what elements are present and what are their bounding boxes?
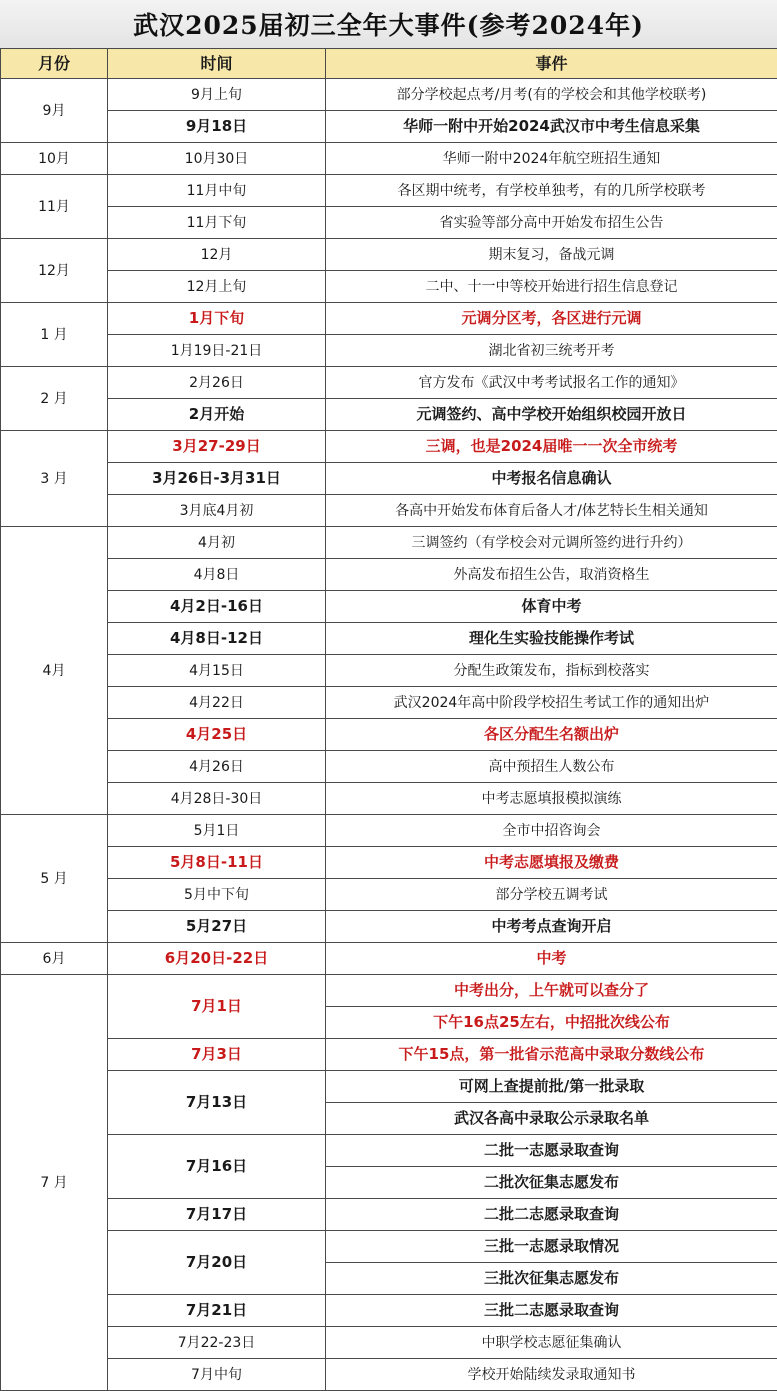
event-cell: 高中预招生人数公布 bbox=[326, 751, 777, 783]
time-cell: 3月27-29日 bbox=[108, 431, 326, 463]
time-cell: 4月8日 bbox=[108, 559, 326, 591]
month-cell: 6月 bbox=[1, 943, 108, 975]
event-cell: 二批次征集志愿发布 bbox=[326, 1167, 777, 1199]
time-cell: 5月1日 bbox=[108, 815, 326, 847]
event-cell: 元调分区考，各区进行元调 bbox=[326, 303, 777, 335]
table-row bbox=[1, 1295, 777, 1327]
table-row bbox=[1, 911, 777, 943]
month-cell: 2 月 bbox=[1, 367, 108, 431]
table-row bbox=[1, 623, 777, 655]
event-cell: 武汉各高中录取公示录取名单 bbox=[326, 1103, 777, 1135]
event-cell: 各区分配生名额出炉 bbox=[326, 719, 777, 751]
event-cell: 中考 bbox=[326, 943, 777, 975]
time-cell: 9月上旬 bbox=[108, 79, 326, 111]
event-cell: 华师一附中开始2024武汉市中考生信息采集 bbox=[326, 111, 777, 143]
table-row bbox=[1, 239, 777, 271]
time-cell: 7月17日 bbox=[108, 1199, 326, 1231]
time-cell: 11月中旬 bbox=[108, 175, 326, 207]
table-row bbox=[1, 79, 777, 111]
table-row bbox=[1, 527, 777, 559]
time-cell: 12月 bbox=[108, 239, 326, 271]
table-row bbox=[1, 111, 777, 143]
event-cell: 下午15点，第一批省示范高中录取分数线公布 bbox=[326, 1039, 777, 1071]
time-cell: 7月21日 bbox=[108, 1295, 326, 1327]
month-cell: 7 月 bbox=[1, 975, 108, 1391]
event-cell: 华师一附中2024年航空班招生通知 bbox=[326, 143, 777, 175]
event-cell: 全市中招咨询会 bbox=[326, 815, 777, 847]
time-cell: 2月26日 bbox=[108, 367, 326, 399]
header-row bbox=[1, 49, 777, 79]
month-cell: 1 月 bbox=[1, 303, 108, 367]
table-row bbox=[1, 463, 777, 495]
time-cell: 5月27日 bbox=[108, 911, 326, 943]
event-cell: 武汉2024年高中阶段学校招生考试工作的通知出炉 bbox=[326, 687, 777, 719]
table-row bbox=[1, 591, 777, 623]
time-cell: 3月底4月初 bbox=[108, 495, 326, 527]
time-cell: 7月3日 bbox=[108, 1039, 326, 1071]
time-cell: 11月下旬 bbox=[108, 207, 326, 239]
table-row bbox=[1, 271, 777, 303]
event-cell: 二中、十一中等校开始进行招生信息登记 bbox=[326, 271, 777, 303]
table-row bbox=[1, 943, 777, 975]
table-row bbox=[1, 1327, 777, 1359]
time-cell: 1月19日-21日 bbox=[108, 335, 326, 367]
table-row bbox=[1, 1231, 777, 1263]
event-cell: 中考志愿填报模拟演练 bbox=[326, 783, 777, 815]
event-cell: 三批次征集志愿发布 bbox=[326, 1263, 777, 1295]
table-row bbox=[1, 399, 777, 431]
time-cell: 4月15日 bbox=[108, 655, 326, 687]
event-cell: 三批一志愿录取情况 bbox=[326, 1231, 777, 1263]
table-row bbox=[1, 143, 777, 175]
event-cell: 部分学校起点考/月考(有的学校会和其他学校联考) bbox=[326, 79, 777, 111]
event-cell: 下午16点25左右，中招批次线公布 bbox=[326, 1007, 777, 1039]
time-cell: 4月22日 bbox=[108, 687, 326, 719]
time-cell: 12月上旬 bbox=[108, 271, 326, 303]
time-cell: 7月1日 bbox=[108, 975, 326, 1039]
table-row bbox=[1, 1071, 777, 1103]
event-cell: 省实验等部分高中开始发布招生公告 bbox=[326, 207, 777, 239]
time-cell: 7月13日 bbox=[108, 1071, 326, 1135]
event-cell: 中考考点查询开启 bbox=[326, 911, 777, 943]
event-cell: 体育中考 bbox=[326, 591, 777, 623]
time-cell: 7月20日 bbox=[108, 1231, 326, 1295]
event-cell: 中考报名信息确认 bbox=[326, 463, 777, 495]
table-row bbox=[1, 431, 777, 463]
table-row bbox=[1, 751, 777, 783]
time-cell: 7月中旬 bbox=[108, 1359, 326, 1391]
event-cell: 各高中开始发布体育后备人才/体艺特长生相关通知 bbox=[326, 495, 777, 527]
table-row bbox=[1, 303, 777, 335]
table-row bbox=[1, 879, 777, 911]
time-cell: 2月开始 bbox=[108, 399, 326, 431]
event-cell: 中考志愿填报及缴费 bbox=[326, 847, 777, 879]
month-cell: 5 月 bbox=[1, 815, 108, 943]
table-row bbox=[1, 975, 777, 1007]
table-row bbox=[1, 495, 777, 527]
month-cell: 3 月 bbox=[1, 431, 108, 527]
events-body bbox=[1, 79, 777, 1391]
table-row bbox=[1, 847, 777, 879]
time-cell: 5月8日-11日 bbox=[108, 847, 326, 879]
table-row bbox=[1, 1359, 777, 1391]
event-cell: 中职学校志愿征集确认 bbox=[326, 1327, 777, 1359]
table-row bbox=[1, 1135, 777, 1167]
event-cell: 三调，也是2024届唯一一次全市统考 bbox=[326, 431, 777, 463]
month-cell: 10月 bbox=[1, 143, 108, 175]
time-cell: 7月16日 bbox=[108, 1135, 326, 1199]
table-row bbox=[1, 1039, 777, 1071]
time-cell: 6月20日-22日 bbox=[108, 943, 326, 975]
month-cell: 11月 bbox=[1, 175, 108, 239]
event-cell: 可网上查提前批/第一批录取 bbox=[326, 1071, 777, 1103]
month-cell: 4月 bbox=[1, 527, 108, 815]
event-cell: 官方发布《武汉中考考试报名工作的通知》 bbox=[326, 367, 777, 399]
event-cell: 学校开始陆续发录取通知书 bbox=[326, 1359, 777, 1391]
table-row bbox=[1, 815, 777, 847]
time-cell: 10月30日 bbox=[108, 143, 326, 175]
event-cell: 分配生政策发布，指标到校落实 bbox=[326, 655, 777, 687]
page-title: 武汉2025届初三全年大事件(参考2024年) bbox=[0, 0, 777, 49]
time-cell: 4月25日 bbox=[108, 719, 326, 751]
table-row bbox=[1, 1199, 777, 1231]
event-cell: 理化生实验技能操作考试 bbox=[326, 623, 777, 655]
event-cell: 外高发布招生公告，取消资格生 bbox=[326, 559, 777, 591]
event-cell: 部分学校五调考试 bbox=[326, 879, 777, 911]
table-row bbox=[1, 207, 777, 239]
table-row bbox=[1, 719, 777, 751]
event-cell: 湖北省初三统考开考 bbox=[326, 335, 777, 367]
table-row bbox=[1, 175, 777, 207]
table-row bbox=[1, 559, 777, 591]
table-row bbox=[1, 783, 777, 815]
event-cell: 三批二志愿录取查询 bbox=[326, 1295, 777, 1327]
event-cell: 期末复习，备战元调 bbox=[326, 239, 777, 271]
table-row bbox=[1, 687, 777, 719]
time-cell: 4月26日 bbox=[108, 751, 326, 783]
table-row bbox=[1, 655, 777, 687]
event-cell: 三调签约（有学校会对元调所签约进行升约） bbox=[326, 527, 777, 559]
event-cell: 二批一志愿录取查询 bbox=[326, 1135, 777, 1167]
events-table bbox=[0, 48, 777, 1391]
table-row bbox=[1, 335, 777, 367]
time-cell: 5月中下旬 bbox=[108, 879, 326, 911]
time-cell: 9月18日 bbox=[108, 111, 326, 143]
month-header: 月份 bbox=[1, 49, 108, 79]
time-cell: 4月28日-30日 bbox=[108, 783, 326, 815]
event-cell: 各区期中统考，有学校单独考，有的几所学校联考 bbox=[326, 175, 777, 207]
time-cell: 4月2日-16日 bbox=[108, 591, 326, 623]
event-header: 事件 bbox=[326, 49, 777, 79]
table-row bbox=[1, 367, 777, 399]
event-cell: 元调签约、高中学校开始组织校园开放日 bbox=[326, 399, 777, 431]
time-cell: 7月22-23日 bbox=[108, 1327, 326, 1359]
event-cell: 中考出分，上午就可以查分了 bbox=[326, 975, 777, 1007]
time-cell: 4月8日-12日 bbox=[108, 623, 326, 655]
time-header: 时间 bbox=[108, 49, 326, 79]
event-cell: 二批二志愿录取查询 bbox=[326, 1199, 777, 1231]
time-cell: 1月下旬 bbox=[108, 303, 326, 335]
month-cell: 12月 bbox=[1, 239, 108, 303]
month-cell: 9月 bbox=[1, 79, 108, 143]
time-cell: 3月26日-3月31日 bbox=[108, 463, 326, 495]
time-cell: 4月初 bbox=[108, 527, 326, 559]
